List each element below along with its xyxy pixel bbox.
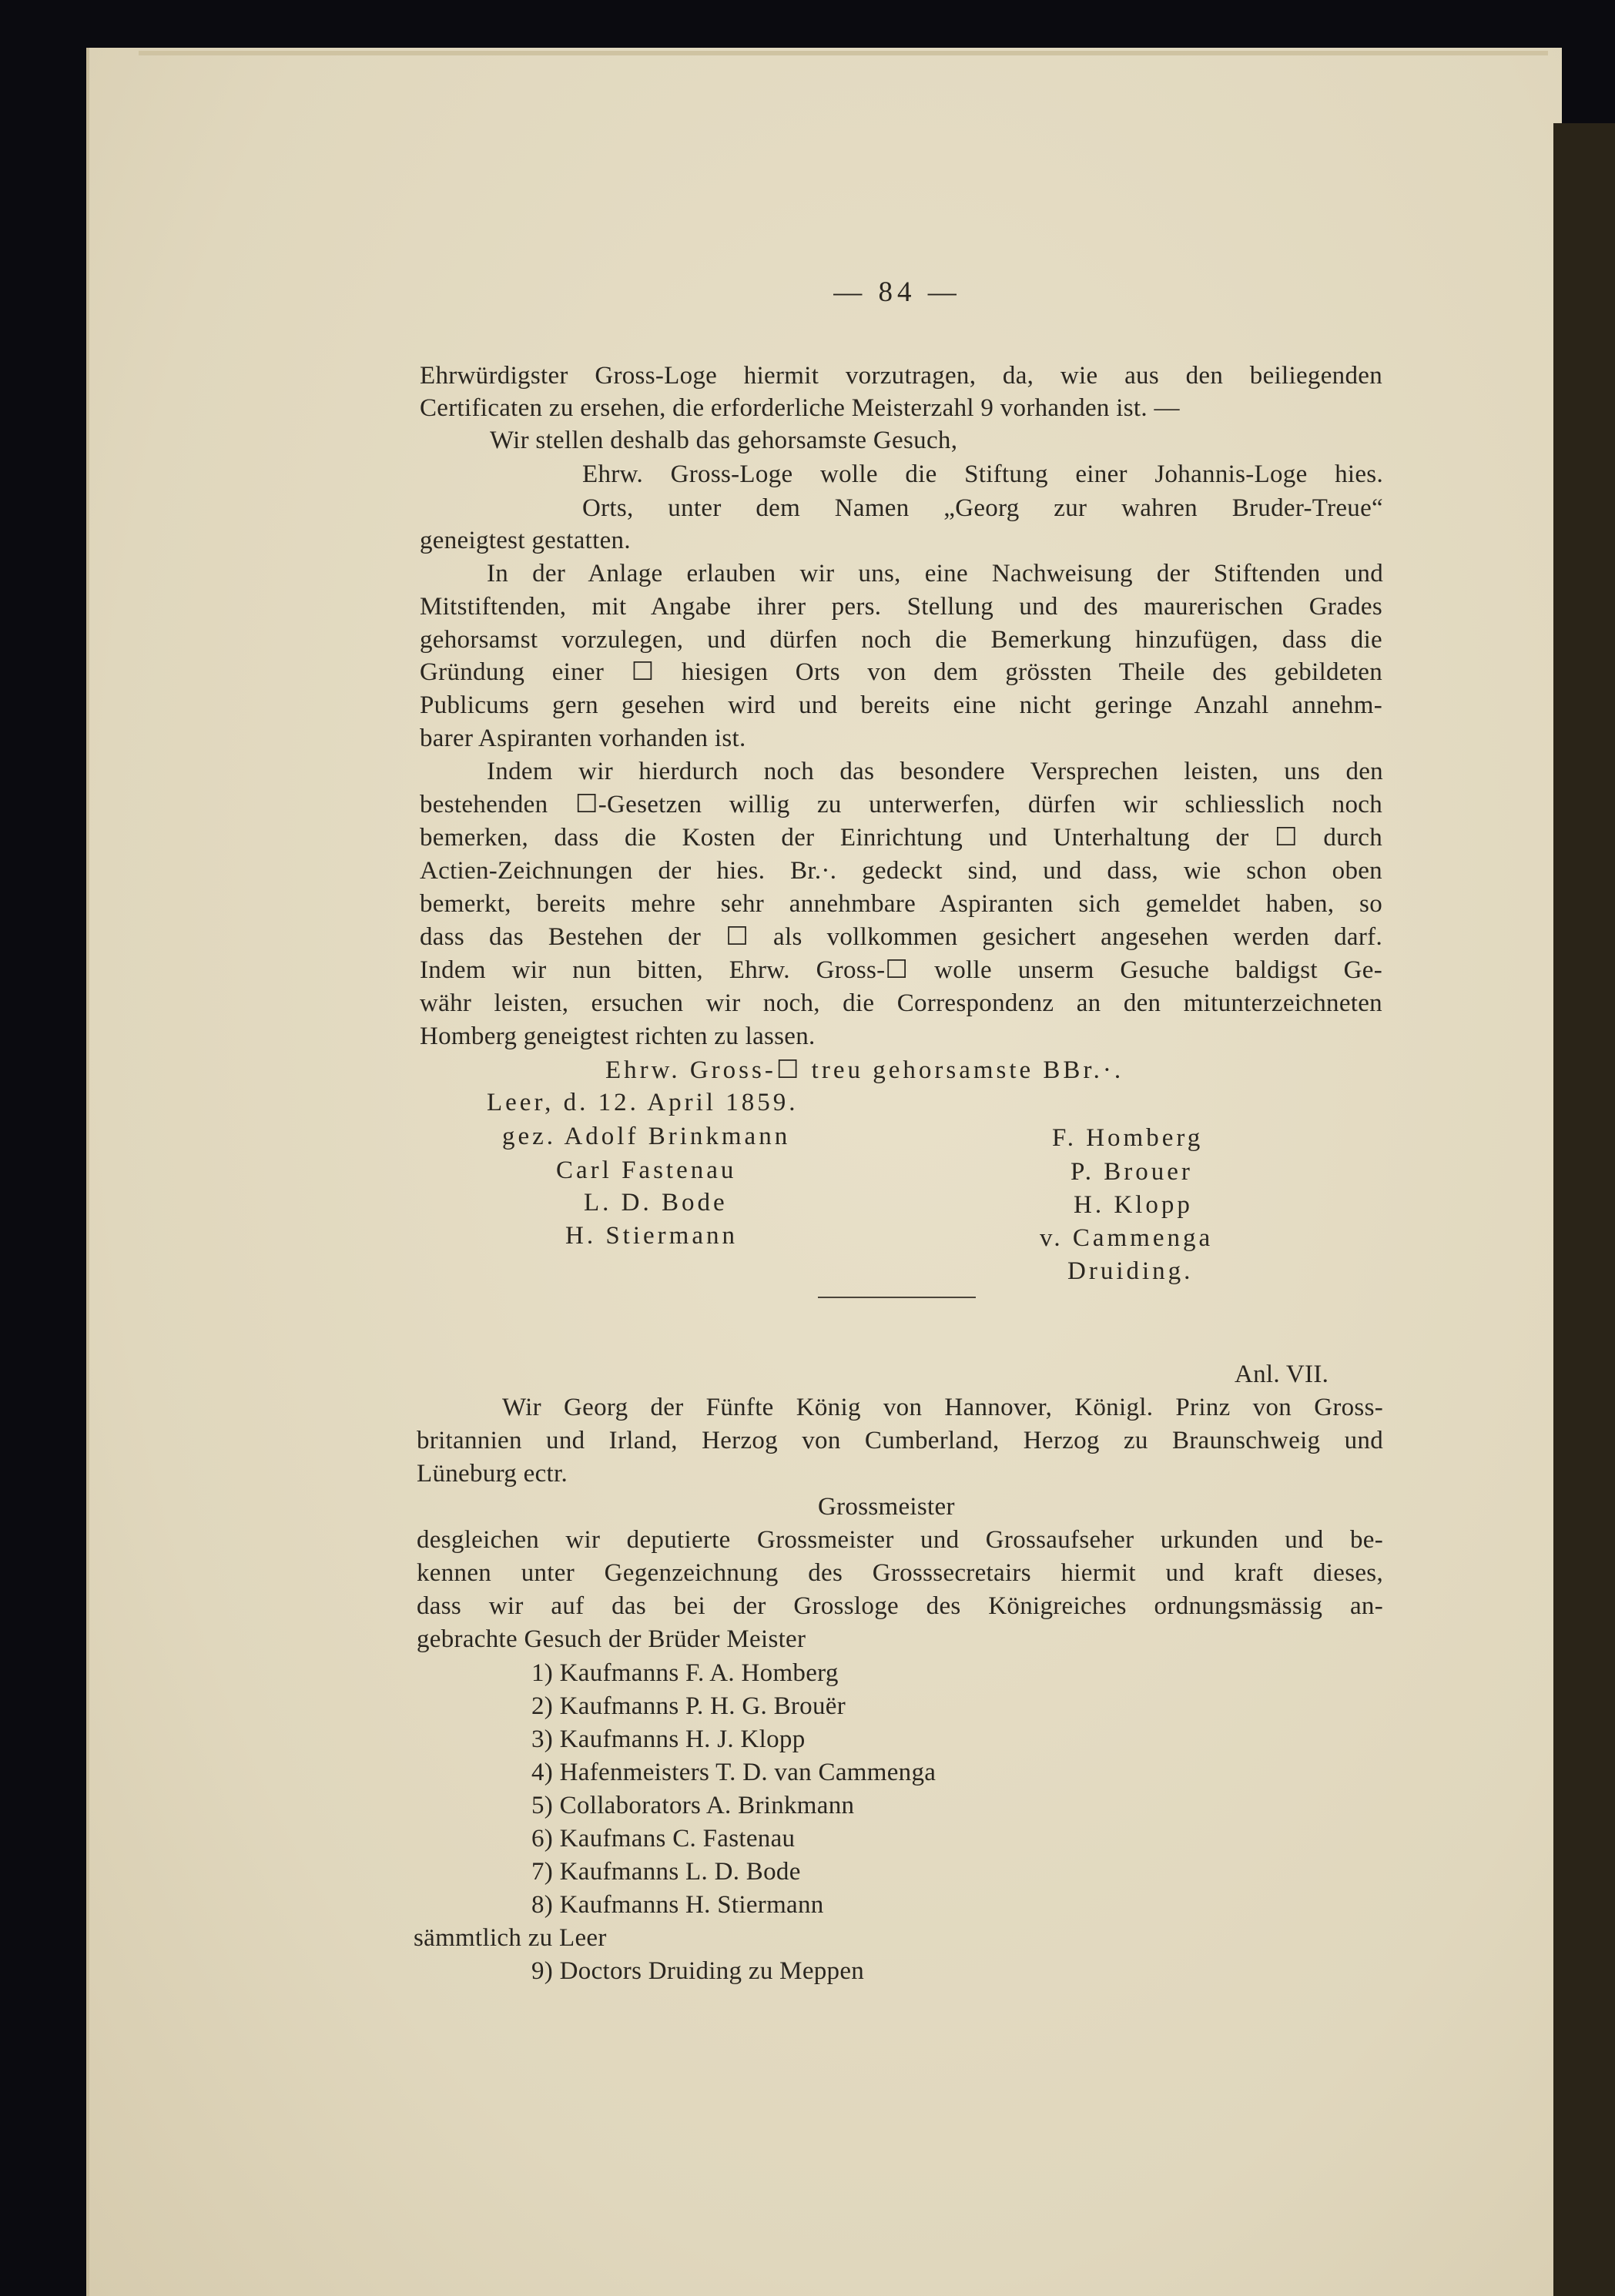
page-number: — 84 — [833, 276, 961, 308]
letter-line: bemerken, dass die Kosten der Einrichtung und Unterhaltung der ☐ durch [420, 824, 1382, 852]
page-edge [139, 51, 1548, 55]
annex-line: britannien und Irland, Herzog von Cumberland, Herzog zu Braunschweig und [417, 1427, 1383, 1454]
letter-line: bemerkt, bereits mehre sehr annehmbare Aspiranten sich gemeldet haben, so [420, 890, 1382, 918]
letter-line: Gründung einer ☐ hiesigen Orts von dem grössten Theile des gebildeten [420, 658, 1382, 686]
place-date: Leer, d. 12. April 1859. [487, 1089, 799, 1116]
letter-line: Indem wir nun bitten, Ehrw. Gross-☐ wolle unserm Gesuche baldigst Ge- [420, 956, 1382, 984]
annex-body-line: gebrachte Gesuch der Brüder Meister [417, 1625, 806, 1653]
letter-closing: Ehrw. Gross-☐ treu gehorsamste BBr.·. [605, 1056, 1124, 1084]
letter-line: Mitstiftenden, mit Angabe ihrer pers. Stellung und des maurerischen Grades [420, 593, 1382, 621]
section-divider [818, 1297, 976, 1298]
letter-line: gehorsamst vorzulegen, und dürfen noch die Bemerkung hinzufügen, dass die [420, 626, 1382, 654]
list-item: 3) Kaufmanns H. J. Klopp [531, 1725, 806, 1753]
list-summary: sämmtlich zu Leer [414, 1924, 607, 1952]
annex-line: Lüneburg ectr. [417, 1460, 568, 1488]
signature-right: F. Homberg [1052, 1124, 1204, 1152]
letter-line: währ leisten, ersuchen wir noch, die Correspondenz an den mitunterzeichneten [420, 989, 1382, 1017]
signature-left: gez. Adolf Brinkmann [502, 1123, 791, 1150]
annex-line: Wir Georg der Fünfte König von Hannover, Königl. Prinz von Gross- [502, 1394, 1383, 1421]
list-item: 5) Collaborators A. Brinkmann [531, 1792, 855, 1819]
signature-right: Druiding. [1067, 1257, 1194, 1285]
list-item: 6) Kaufmans C. Fastenau [531, 1825, 796, 1853]
annex-body-line: dass wir auf das bei der Grossloge des Königreiches ordnungsmässig an- [417, 1592, 1383, 1620]
annex-label: Anl. VII. [1235, 1361, 1329, 1388]
list-item: 7) Kaufmanns L. D. Bode [531, 1858, 801, 1886]
list-item: 1) Kaufmanns F. A. Homberg [531, 1659, 839, 1687]
signature-left: Carl Fastenau [556, 1156, 737, 1184]
signature-left: H. Stiermann [565, 1222, 738, 1250]
signature-right: P. Brouer [1071, 1158, 1193, 1186]
letter-line: Ehrw. Gross-Loge wolle die Stiftung einer Johannis-Loge hies. [582, 460, 1383, 488]
list-item: 2) Kaufmanns P. H. G. Brouër [531, 1692, 846, 1720]
letter-line: Certificaten zu ersehen, die erforderliche Meisterzahl 9 vorhanden ist. — [420, 394, 1180, 422]
annex-body-line: kennen unter Gegenzeichnung des Grosssecretairs hiermit und kraft dieses, [417, 1559, 1383, 1587]
signature-right: v. Cammenga [1040, 1224, 1214, 1252]
letter-line: Wir stellen deshalb das gehorsamste Gesuch, [490, 427, 958, 454]
book-gutter [1553, 123, 1615, 2296]
letter-line: barer Aspiranten vorhanden ist. [420, 725, 746, 752]
letter-line: geneigtest gestatten. [420, 527, 631, 554]
letter-line: Orts, unter dem Namen „Georg zur wahren Bruder-Treue“ [582, 494, 1383, 522]
letter-line: bestehenden ☐-Gesetzen willig zu unterwerfen, dürfen wir schliesslich noch [420, 791, 1382, 818]
letter-line: In der Anlage erlauben wir uns, eine Nachweisung der Stiftenden und [487, 560, 1383, 587]
list-item: 4) Hafenmeisters T. D. van Cammenga [531, 1759, 936, 1786]
letter-line: Actien-Zeichnungen der hies. Br.·. gedeckt sind, und dass, wie schon oben [420, 857, 1382, 885]
letter-line: Homberg geneigtest richten zu lassen. [420, 1022, 816, 1050]
letter-line: Publicums gern gesehen wird und bereits eine nicht geringe Anzahl annehm- [420, 691, 1382, 719]
annex-body-line: desgleichen wir deputierte Grossmeister und Grossaufseher urkunden und be- [417, 1526, 1383, 1554]
letter-line: Indem wir hierdurch noch das besondere Versprechen leisten, uns den [487, 758, 1383, 785]
annex-heading: Grossmeister [818, 1493, 955, 1521]
signature-left: L. D. Bode [584, 1189, 728, 1217]
list-item: 9) Doctors Druiding zu Meppen [531, 1957, 865, 1985]
letter-line: Ehrwürdigster Gross-Loge hiermit vorzutragen, da, wie aus den beiliegenden [420, 362, 1382, 390]
letter-line: dass das Bestehen der ☐ als vollkommen gesichert angesehen werden darf. [420, 923, 1382, 951]
signature-right: H. Klopp [1074, 1191, 1193, 1219]
list-item: 8) Kaufmanns H. Stiermann [531, 1891, 824, 1919]
